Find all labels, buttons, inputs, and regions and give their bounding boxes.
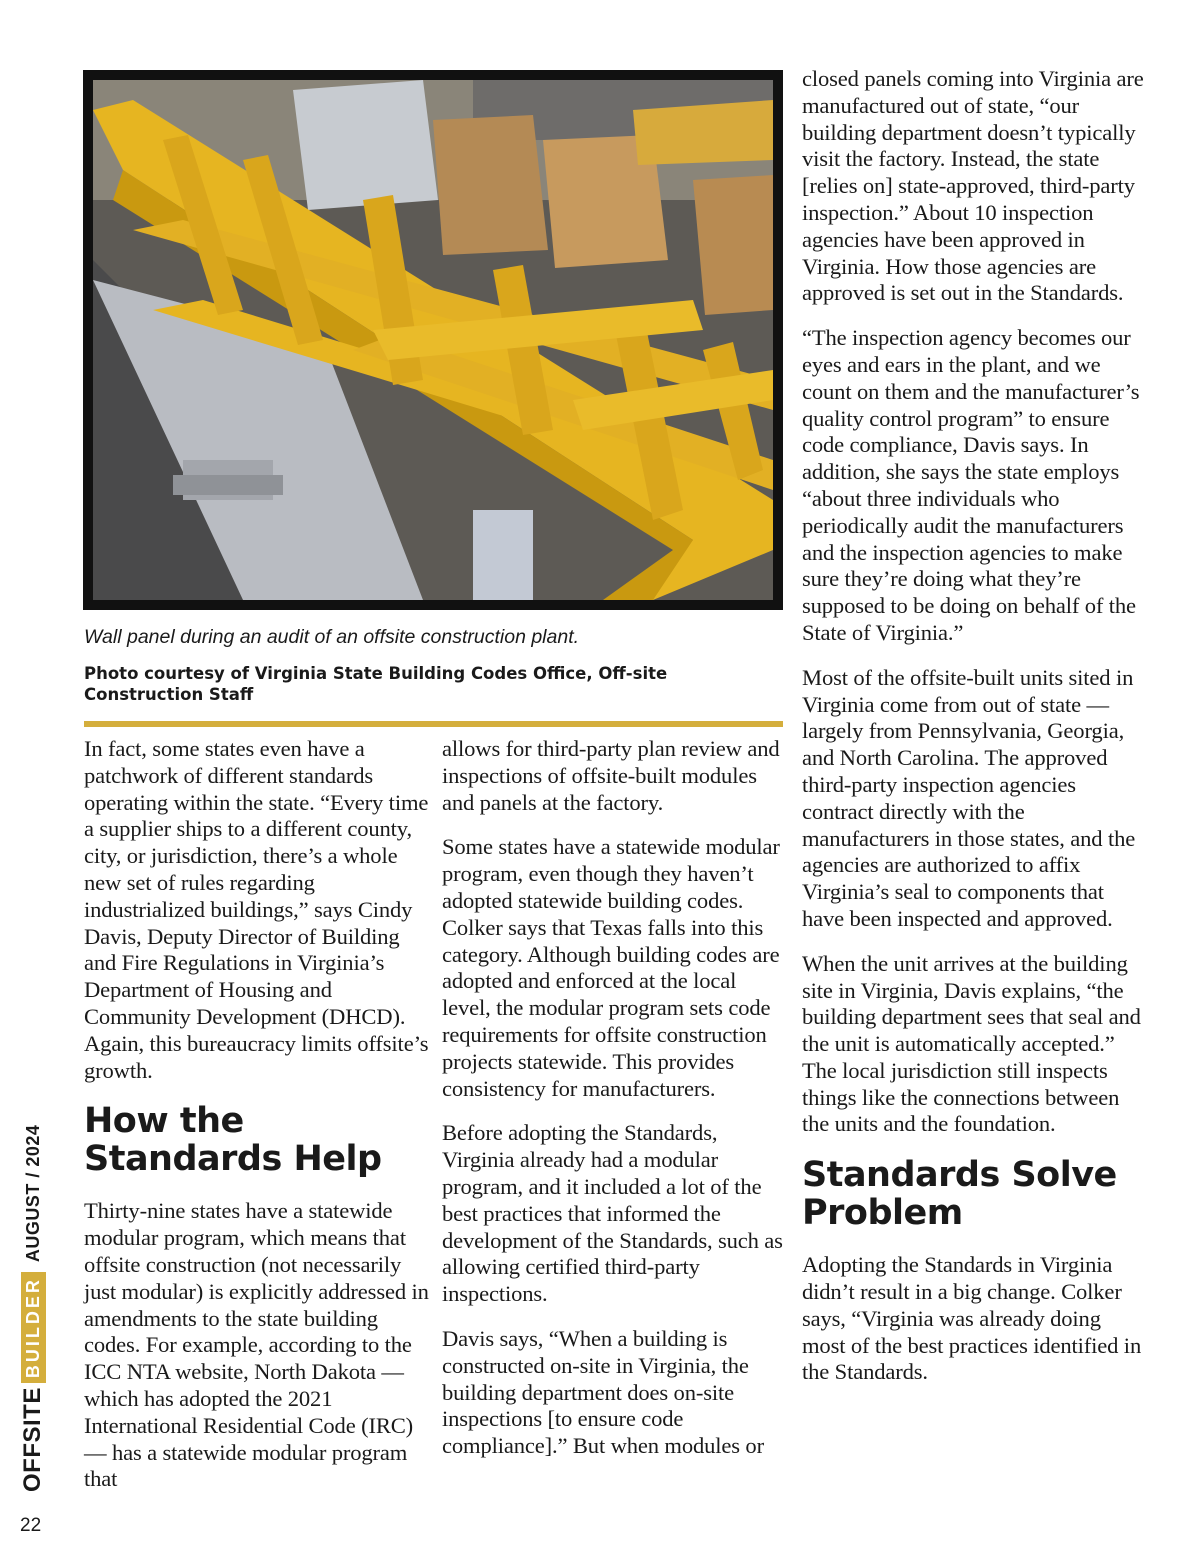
- article-column-1: [84, 736, 429, 1511]
- photo-caption: Wall panel during an audit of an offsite construction plant.: [84, 626, 580, 648]
- photo-credit: Photo courtesy of Virginia State Building Codes Office, Off-site Construction Staff: [84, 664, 668, 704]
- page-number: 22: [20, 1515, 42, 1536]
- magazine-name-accent: BUILDER: [21, 1272, 46, 1383]
- section-heading: How the Standards Help: [84, 1101, 382, 1180]
- paragraph: “The inspection agency becomes our eyes and ears in the plant, and we count on them and the manufacturer’s quality control program” to ensure code compliance, Davis says. In addition, she says the state employs “about three individuals who periodically audit the manufacturers and the inspection agencies to make sure they’re doing what they’re supposed to be doing on behalf of the State of Virginia.”: [802, 325, 1140, 645]
- paragraph: When the unit arrives at the building site in Virginia, Davis explains, “the building department sees that seal and the unit is automatically accepted.” The local jurisdiction still inspects things like the connections between the units and the foundation.: [802, 950, 1141, 1137]
- wall-panel-photo: [93, 80, 773, 600]
- issue-date: AUGUST / 2024: [22, 1124, 43, 1263]
- magazine-name: OFFSITE: [19, 1387, 46, 1492]
- paragraph: Thirty-nine states have a statewide modular program, which means that offsite construction (not necessarily just modular) is explicitly addressed in amendments to the state building codes. For example, according to the ICC NTA website, North Dakota — which has adopted the 2021 International Residential Code (IRC) — has a statewide modular program that: [84, 1198, 429, 1492]
- paragraph: Davis says, “When a building is constructed on-site in Virginia, the building department does on-site inspections [to ensure code compliance].” But when modules or: [442, 1325, 764, 1459]
- magazine-sidebar: [16, 1124, 50, 1500]
- article-column-3: [802, 66, 1147, 1404]
- paragraph: Some states have a statewide modular program, even though they haven’t adopted statewide building codes. Colker says that Texas falls into this category. Although building codes are adopted and enforced at the local level, the modular program sets code requirements for offsite construction projects statewide. This provides consistency for manufacturers.: [442, 834, 780, 1101]
- paragraph: In fact, some states even have a patchwork of different standards operating within the state. “Every time a supplier ships to a different county, city, or jurisdiction, there’s a whole new set of rules regarding industrialized buildings,” says Cindy Davis, Deputy Director of Building and Fire Regulations in Virginia’s Department of Housing and Community Development (DHCD). Again, this bureaucracy limits offsite’s growth.: [84, 736, 429, 1083]
- paragraph: allows for third-party plan review and inspections of offsite-built modules and panels at the factory.: [442, 736, 780, 815]
- paragraph: Adopting the Standards in Virginia didn’t result in a big change. Colker says, “Virginia was already doing most of the best practices identified in the Standards.: [802, 1252, 1142, 1385]
- paragraph: Most of the offsite-built units sited in Virginia come from out of state —largely from Pennsylvania, Georgia, and North Carolina. The approved third-party inspection agencies contract directly with the manufacturers in those states, and the agencies are authorized to affix Virginia’s seal to components that have been inspected and approved.: [802, 664, 1136, 931]
- paragraph: closed panels coming into Virginia are manufactured out of state, “our building department doesn’t typically visit the factory. Instead, the state [relies on] state-approved, third-party inspection.” About 10 inspection agencies have been approved in Virginia. How those agencies are approved is set out in the Standards.: [802, 66, 1144, 306]
- article-photo: [83, 70, 783, 610]
- article-column-2: [442, 736, 787, 1478]
- paragraph: Before adopting the Standards, Virginia already had a modular program, and it included a lot of the best practices that informed the development of the Standards, such as allowing certified third-party inspections.: [442, 1120, 783, 1307]
- section-heading: Standards Solve Problem: [802, 1155, 1117, 1234]
- section-divider: [84, 721, 783, 727]
